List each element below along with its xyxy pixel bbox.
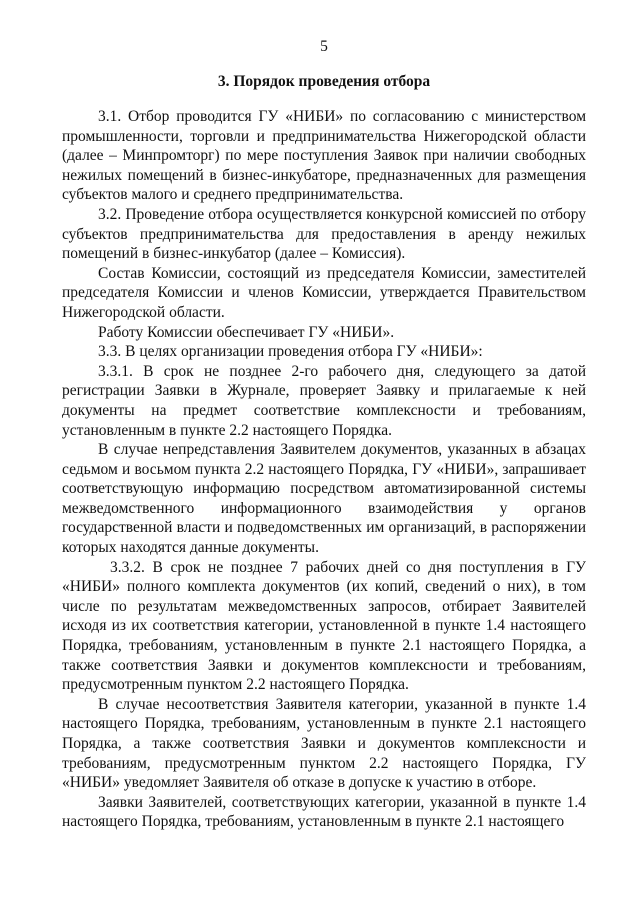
paragraph-3-2: 3.2. Проведение отбора осуществляется конкурсной комиссией по отбору субъектов предпринимательства для предоставления в аренду нежилых помещений в бизнес-инкубатор (далее – Комиссия). (62, 205, 586, 263)
paragraph-eligible-applications: Заявки Заявителей, соответствующих категории, указанной в пункте 1.4 настоящего Порядка, требованиям, установленным в пункте 2.1 настоящего (62, 793, 586, 831)
paragraph-interagency-request: В случае непредставления Заявителем документов, указанных в абзацах седьмом и восьмом пункта 2.2 настоящего Порядка, ГУ «НИБИ», запрашивает соответствующую информацию посредством автоматизированной системы межведомственного информационного взаимодействия у органов государственной власти и подведомственных им организаций, в распоряжении которых находятся данные документы. (62, 441, 586, 557)
paragraph-commission-composition: Состав Комиссии, состоящий из председателя Комиссии, заместителей председателя Комиссии и членов Комиссии, утверждается Правительством Нижегородской области. (62, 264, 586, 321)
paragraph-3-3-1: 3.3.1. В срок не позднее 2-го рабочего дня, следующего за датой регистрации Заявки в Журнале, проверяет Заявку и прилагаемые к ней документы на предмет соответствие комплексности и требованиям, установленным в пункте 2.2 настоящего Порядка. (62, 362, 586, 439)
page-number: 5 (320, 38, 328, 55)
section-title: 3. Порядок проведения отбора (217, 73, 431, 90)
paragraph-3-3: 3.3. В целях организации проведения отбора ГУ «НИБИ»: (98, 343, 483, 361)
paragraph-3-1: 3.1. Отбор проводится ГУ «НИБИ» по согласованию с министерством промышленности, торговли и предпринимательства Нижегородской области (далее – Минпромторг) по мере поступления Заявок при наличии свободных нежилых помещений в бизнес-инкубаторе, предназначенных для размещения субъектов малого и среднего предпринимательства. (62, 108, 586, 204)
paragraph-commission-support: Работу Комиссии обеспечивает ГУ «НИБИ». (98, 323, 395, 341)
paragraph-rejection-notice: В случае несоответствия Заявителя категории, указанной в пункте 1.4 настоящего Порядка, требованиям, установленным в пункте 2.1 настоящего Порядка, а также соответствия Заявки и документов комплексности и требованиям, предусмотренным пунктом 2.2 настоящего Порядка, ГУ «НИБИ» уведомляет Заявителя об отказе в допуске к участию в отборе. (62, 695, 586, 792)
paragraph-3-3-2: 3.3.2. В срок не позднее 7 рабочих дней со дня поступления в ГУ «НИБИ» полного комплекта документов (их копий, сведений о них), в том числе по результатам межведомственных запросов, отбирает Заявителей исходя из их соответствия категории, установленной в пункте 1.4 настоящего Порядка, требованиям, установленным в пункте 2.1 настоящего Порядка, а также соответствия Заявки и документов комплексности и требованиям, предусмотренным пунктом 2.2 настоящего Порядка. (62, 558, 586, 694)
document-body (62, 107, 586, 832)
